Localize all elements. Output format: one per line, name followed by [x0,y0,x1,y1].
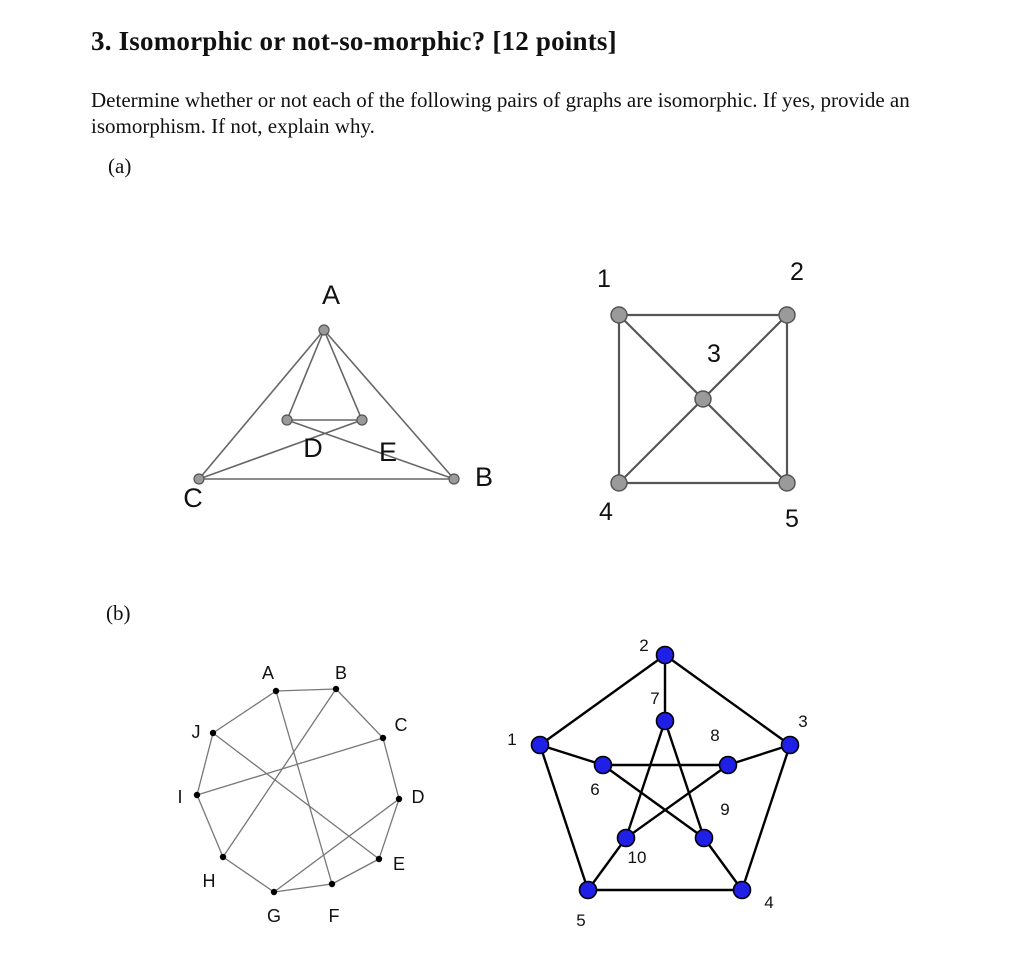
vertex-4 [734,882,751,899]
edge-1-3 [619,315,703,399]
vertex-label-3: 3 [707,340,721,368]
edge-4-9 [704,838,742,890]
edge-2-3 [665,655,790,745]
vertex-label-C: C [183,483,203,513]
vertex-label-1: 1 [597,265,611,293]
vertex-8 [720,757,737,774]
edge-H-I [197,795,223,857]
vertex-label-A: A [321,280,341,310]
vertex-label-3: 3 [798,712,808,731]
edge-D-E [379,799,399,859]
vertex-2 [779,307,795,323]
vertices [194,325,459,484]
vertex-5 [779,475,795,491]
edge-E-F [332,859,379,884]
edge-3-4 [742,745,790,890]
edge-E-J [213,733,379,859]
vertex-2 [657,647,674,664]
vertex-label-C: C [394,715,408,735]
vertex-E [357,415,367,425]
vertex-label-5: 5 [576,911,586,930]
vertex-E [376,856,382,862]
edge-8-10 [626,765,728,838]
graph-a-left [170,270,510,520]
vertex-label-E: E [392,854,406,874]
vertex-3 [782,737,799,754]
vertex-label-4: 4 [764,893,774,912]
vertex-1 [611,307,627,323]
edge-A-E [324,330,362,420]
edge-C-D [383,738,399,799]
vertex-1 [532,737,549,754]
part-b-label: (b) [106,601,131,625]
vertex-I [194,792,200,798]
edge-J-A [213,691,276,733]
vertex-label-6: 6 [590,780,600,799]
edge-3-5 [703,399,787,483]
edge-B-C [336,689,383,738]
vertex-label-7: 7 [650,689,660,708]
vertex-label-B: B [334,663,348,683]
vertex-6 [595,757,612,774]
vertex-A [273,688,279,694]
vertex-B [333,686,339,692]
vertex-label-J: J [191,722,201,742]
vertex-10 [618,830,635,847]
edge-A-B [276,689,336,691]
vertex-B [449,474,459,484]
edge-7-10 [626,721,665,838]
vertex-label-10: 10 [627,848,647,867]
vertex-label-I: I [177,787,183,807]
vertex-D [396,796,402,802]
vertex-J [210,730,216,736]
vertex-label-D: D [411,787,425,807]
vertex-label-9: 9 [720,800,730,819]
edge-5-10 [588,838,626,890]
vertex-label-E: E [378,437,398,467]
edges [199,330,454,479]
vertex-label-2: 2 [639,636,649,655]
edge-C-I [197,738,383,795]
vertex-label-8: 8 [710,726,720,745]
edges [197,689,399,892]
vertex-label-A: A [261,663,275,683]
vertex-4 [611,475,627,491]
edge-D-G [274,799,399,892]
edge-7-9 [665,721,704,838]
edge-I-J [197,733,213,795]
edge-3-4 [619,399,703,483]
vertex-A [319,325,329,335]
edge-6-9 [603,765,704,838]
graph-a-right [580,250,820,540]
vertex-9 [696,830,713,847]
vertex-D [282,415,292,425]
problem-prompt: Determine whether or not each of the following pairs of graphs are isomorphic. If yes, provide an isomorphism. If not, explain why. [91,88,910,138]
vertex-H [220,854,226,860]
vertex-label-2: 2 [790,258,804,286]
vertex-label-B: B [474,462,494,492]
vertex-5 [580,882,597,899]
vertex-label-H: H [202,871,216,891]
vertex-7 [657,713,674,730]
edges [540,655,790,890]
vertex-label-4: 4 [599,498,613,526]
graph-b-left [165,650,440,940]
problem-title: 3. Isomorphic or not-so-morphic? [12 points] [91,26,617,56]
part-a-label: (a) [108,154,132,178]
edge-B-H [223,689,336,857]
vertex-label-D: D [303,433,323,463]
edge-5-1 [540,745,588,890]
vertex-C [380,735,386,741]
edge-3-8 [728,745,790,765]
edge-1-2 [540,655,665,745]
graph-b-right [495,625,820,940]
edge-A-D [287,330,324,420]
vertex-label-1: 1 [507,730,517,749]
vertex-G [271,889,277,895]
vertex-3 [695,391,711,407]
vertex-label-G: G [266,906,282,926]
vertex-label-5: 5 [785,505,799,533]
edge-G-H [223,857,274,892]
vertex-F [329,881,335,887]
vertex-label-F: F [328,906,340,926]
edge-1-6 [540,745,603,765]
